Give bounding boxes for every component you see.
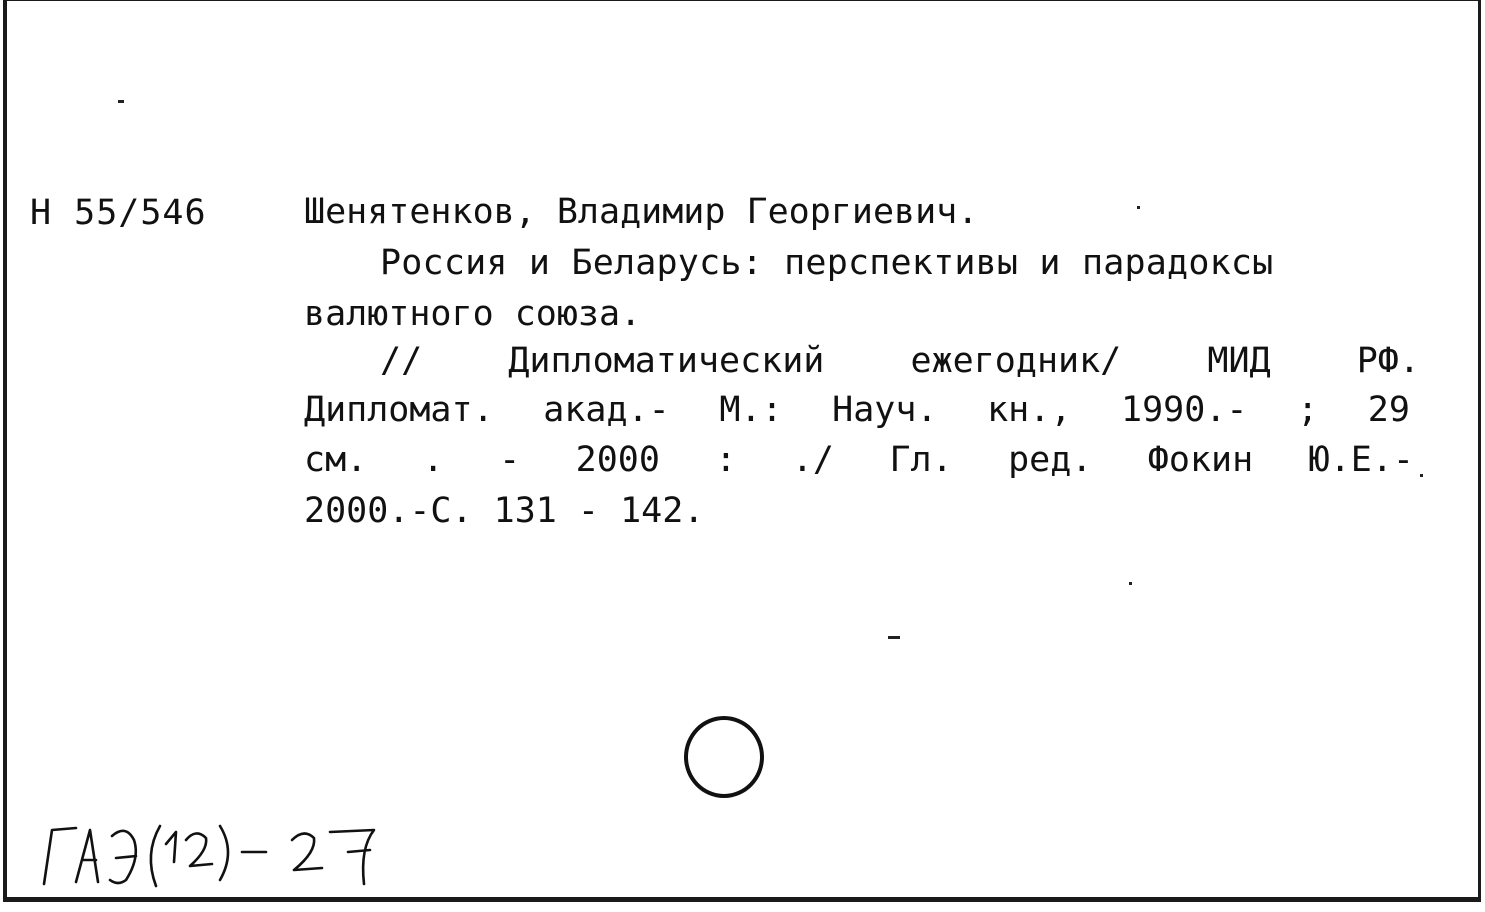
scan-speck	[1420, 474, 1423, 477]
source-word: Дипломатический	[508, 341, 825, 381]
source-word: ред.	[1008, 440, 1093, 480]
scan-speck	[118, 100, 124, 103]
handwritten-code	[30, 818, 400, 888]
scan-speck	[888, 636, 900, 639]
source-word: Гл.	[889, 440, 953, 480]
source-word: акад.-	[543, 390, 670, 430]
source-word: ;	[1297, 390, 1319, 430]
title-line-2: валютного союза.	[304, 294, 642, 334]
source-word: Науч.	[832, 390, 938, 430]
source-word: М.:	[719, 390, 783, 430]
source-word: //	[380, 341, 423, 381]
source-word: Ю.Е.-	[1308, 440, 1414, 480]
source-line-4: 2000.-С. 131 - 142.	[304, 491, 705, 531]
scan-speck	[1137, 206, 1140, 209]
scan-speck	[1129, 582, 1132, 585]
source-line-3	[304, 440, 1414, 480]
source-word: -	[499, 440, 521, 480]
punch-hole	[684, 716, 764, 798]
source-word: кн.,	[987, 390, 1072, 430]
source-word: РФ.	[1356, 341, 1420, 381]
source-word: 1990.-	[1121, 390, 1248, 430]
source-word: :	[715, 440, 737, 480]
source-word: Дипломат.	[304, 390, 494, 430]
source-word: 29	[1367, 390, 1410, 430]
source-word: 2000	[575, 440, 660, 480]
source-word: МИД	[1207, 341, 1271, 381]
source-word: см.	[304, 440, 368, 480]
source-line-1	[380, 341, 1420, 381]
source-line-2	[304, 390, 1410, 430]
source-word: .	[422, 440, 444, 480]
title-line-1: Россия и Беларусь: перспективы и парадоксы	[380, 243, 1274, 283]
source-word: ежегодник/	[910, 341, 1122, 381]
shelf-mark: Н 55/546	[30, 193, 207, 233]
author-name: Шенятенков, Владимир Георгиевич.	[304, 192, 979, 232]
source-word: ./	[791, 440, 835, 480]
source-word: Фокин	[1147, 440, 1254, 480]
